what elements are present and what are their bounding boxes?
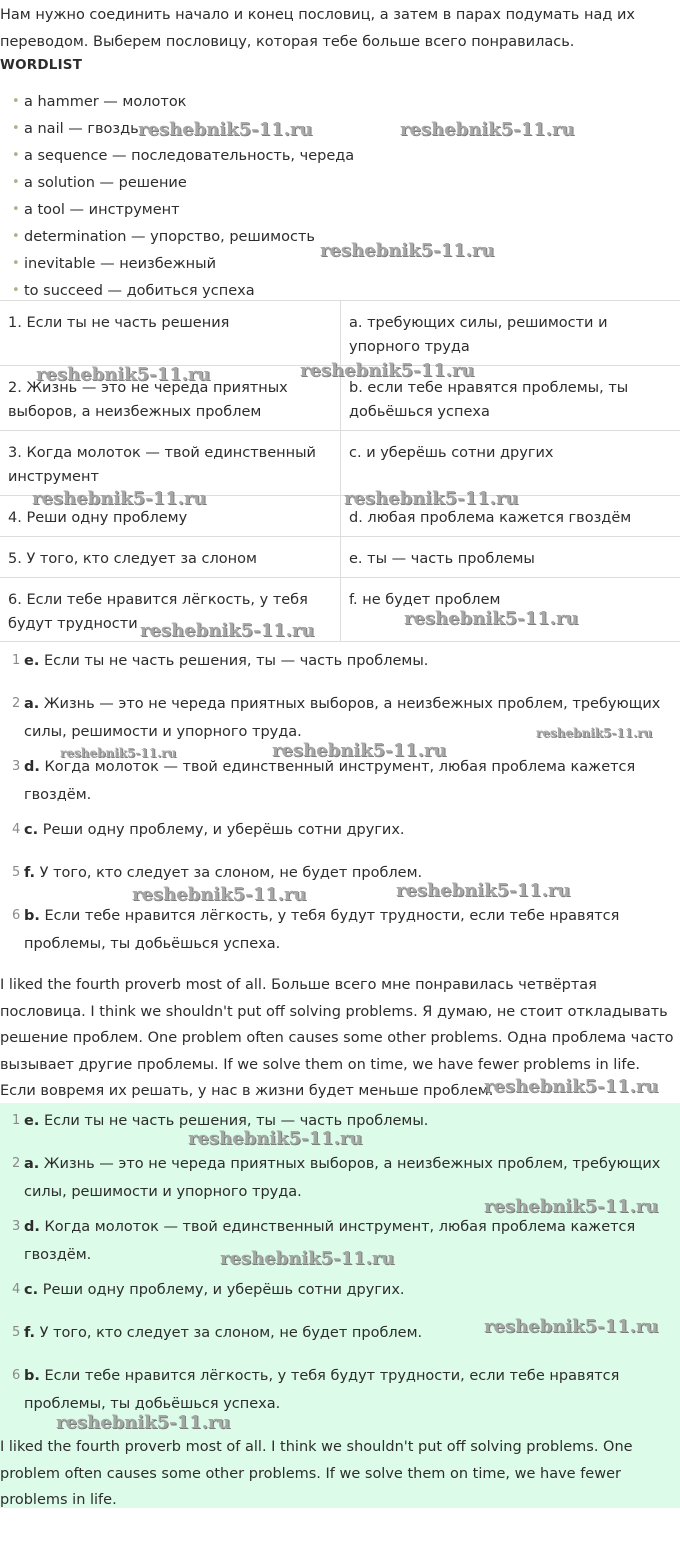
bullet-icon: • (12, 256, 20, 271)
answer-letter: f. (24, 865, 36, 881)
answer-text: Реши одну проблему, и уберёшь сотни других. (42, 1282, 405, 1298)
bullet-icon: • (12, 175, 20, 190)
watermark: reshebnik5-11.ru (140, 620, 315, 641)
answer-text: Реши одну проблему, и уберёшь сотни других. (42, 822, 405, 838)
watermark: reshebnik5-11.ru (188, 1128, 363, 1149)
answer-text: Жизнь — это не череда приятных выборов, а неизбежных проблем, требующих силы, решимости и упорного труда. (24, 696, 661, 740)
answer-text: Когда молоток — твой единственный инструмент, любая проблема кажется гвоздём. (24, 1219, 636, 1263)
answer-text: У того, кто следует за слоном, не будет проблем. (39, 1325, 423, 1341)
watermark: reshebnik5-11.ru (36, 364, 211, 385)
watermark: reshebnik5-11.ru (344, 488, 519, 509)
item-number: 6 (12, 1368, 21, 1383)
intro-text: Нам нужно соединить начало и конец пословиц, а затем в парах подумать над их переводом. Выберем пословицу, которая тебе больше всего понравилась. (0, 7, 635, 50)
table-cell: b. если тебе нравятся проблемы, ты добьёшься успеха (341, 366, 680, 431)
watermark: reshebnik5-11.ru (484, 1076, 659, 1097)
wordlist-item: • to succeed — добиться успеха (0, 278, 354, 305)
wordlist-item: • determination — упорство, решимость (0, 224, 354, 251)
answer-letter: a. (24, 696, 40, 712)
answer-letter: e. (24, 1113, 40, 1129)
watermark: reshebnik5-11.ru (220, 1248, 395, 1269)
bullet-icon: • (12, 148, 20, 163)
table-row (0, 301, 680, 366)
answer-text: Если ты не часть решения, ты — часть проблемы. (43, 653, 429, 669)
item-number: 4 (12, 1282, 21, 1297)
answer-letter: b. (24, 908, 40, 924)
item-number: 1 (12, 653, 21, 668)
opinion-text-en: I liked the fourth proverb most of all. I think we shouldn't put off solving problems. One problem often causes some other problems. If we solve them on time, we have fewer problems in life. (0, 1439, 633, 1508)
item-number: 2 (12, 696, 21, 711)
wordlist-item: • a nail — гвоздь (0, 116, 354, 143)
table-cell: c. и уберёшь сотни других (341, 431, 680, 496)
table-cell: 5. У того, кто следует за слоном (0, 537, 341, 578)
watermark: reshebnik5-11.ru (56, 1412, 231, 1433)
answer-letter: d. (24, 1219, 40, 1235)
watermark: reshebnik5-11.ru (536, 726, 653, 740)
answer-letter: a. (24, 1156, 40, 1172)
watermark: reshebnik5-11.ru (400, 119, 575, 140)
item-number: 5 (12, 865, 21, 880)
table-cell: 3. Когда молоток — твой единственный инструмент (0, 431, 341, 496)
table-cell: e. ты — часть проблемы (341, 537, 680, 578)
wordlist-heading: WORDLIST (0, 57, 83, 73)
watermark: reshebnik5-11.ru (138, 119, 313, 140)
watermark: reshebnik5-11.ru (300, 360, 475, 381)
watermark: reshebnik5-11.ru (484, 1316, 659, 1337)
answer-text: Если тебе нравится лёгкость, у тебя будут трудности, если тебе нравятся проблемы, ты добьёшься успеха. (24, 1368, 620, 1412)
watermark: reshebnik5-11.ru (404, 608, 579, 629)
answer-letter: c. (24, 822, 39, 838)
table-cell: a. требующих силы, решимости и упорного труда (341, 301, 680, 366)
table-cell: d. любая проблема кажется гвоздём (341, 496, 680, 537)
item-number: 6 (12, 908, 21, 923)
watermark: reshebnik5-11.ru (32, 488, 207, 509)
wordlist-item: • a hammer — молоток (0, 89, 354, 116)
watermark: reshebnik5-11.ru (60, 746, 177, 760)
bullet-icon: • (12, 121, 20, 136)
table-cell: 2. Жизнь — это не череда приятных выборов, а неизбежных проблем (0, 366, 341, 431)
answer-text: У того, кто следует за слоном, не будет проблем. (39, 865, 423, 881)
watermark: reshebnik5-11.ru (484, 1196, 659, 1217)
item-number: 3 (12, 1219, 21, 1234)
answer-text: Жизнь — это не череда приятных выборов, а неизбежных проблем, требующих силы, решимости и упорного труда. (24, 1156, 661, 1200)
wordlist-item: • a tool — инструмент (0, 197, 354, 224)
bullet-icon: • (12, 283, 20, 298)
item-number: 4 (12, 822, 21, 837)
item-number: 5 (12, 1325, 21, 1340)
item-number: 1 (12, 1113, 21, 1128)
answer-letter: e. (24, 653, 40, 669)
table-cell: 6. Если тебе нравится лёгкость, у тебя будут трудности (0, 578, 341, 642)
answer-letter: b. (24, 1368, 40, 1384)
wordlist-item: • a solution — решение (0, 170, 354, 197)
answer-text: Если ты не часть решения, ты — часть проблемы. (43, 1113, 429, 1129)
table-cell: 4. Реши одну проблему (0, 496, 341, 537)
item-number: 3 (12, 759, 21, 774)
watermark: reshebnik5-11.ru (272, 740, 447, 761)
answer-letter: d. (24, 759, 40, 775)
watermark: reshebnik5-11.ru (132, 884, 307, 905)
bullet-icon: • (12, 229, 20, 244)
wordlist-item: • a sequence — последовательность, череда (0, 143, 354, 170)
table-cell: f. не будет проблем (341, 578, 680, 642)
answer-text: Если тебе нравится лёгкость, у тебя будут трудности, если тебе нравятся проблемы, ты добьёшься успеха. (24, 908, 620, 952)
table-row (0, 431, 680, 496)
answer-text: Когда молоток — твой единственный инструмент, любая проблема кажется гвоздём. (24, 759, 636, 803)
table-row (0, 537, 680, 578)
wordlist-item: • inevitable — неизбежный (0, 251, 354, 278)
table-cell: 1. Если ты не часть решения (0, 301, 341, 366)
watermark: reshebnik5-11.ru (396, 880, 571, 901)
proverb-table (0, 300, 680, 642)
answer-letter: c. (24, 1282, 39, 1298)
item-number: 2 (12, 1156, 21, 1171)
bullet-icon: • (12, 94, 20, 109)
opinion-text: I liked the fourth proverb most of all. Больше всего мне понравилась четвёртая пословица. I think we shouldn't put off solving problems. Я думаю, не стоит откладывать решение проблем. One problem often causes some other problems. Одна проблема часто вызывает другие проблемы. If we solve them on time, we have fewer problems in life. Если вовремя их решать, у нас в жизни будет меньше проблем. (0, 977, 674, 1099)
watermark: reshebnik5-11.ru (320, 240, 495, 261)
answer-letter: f. (24, 1325, 36, 1341)
bullet-icon: • (12, 202, 20, 217)
